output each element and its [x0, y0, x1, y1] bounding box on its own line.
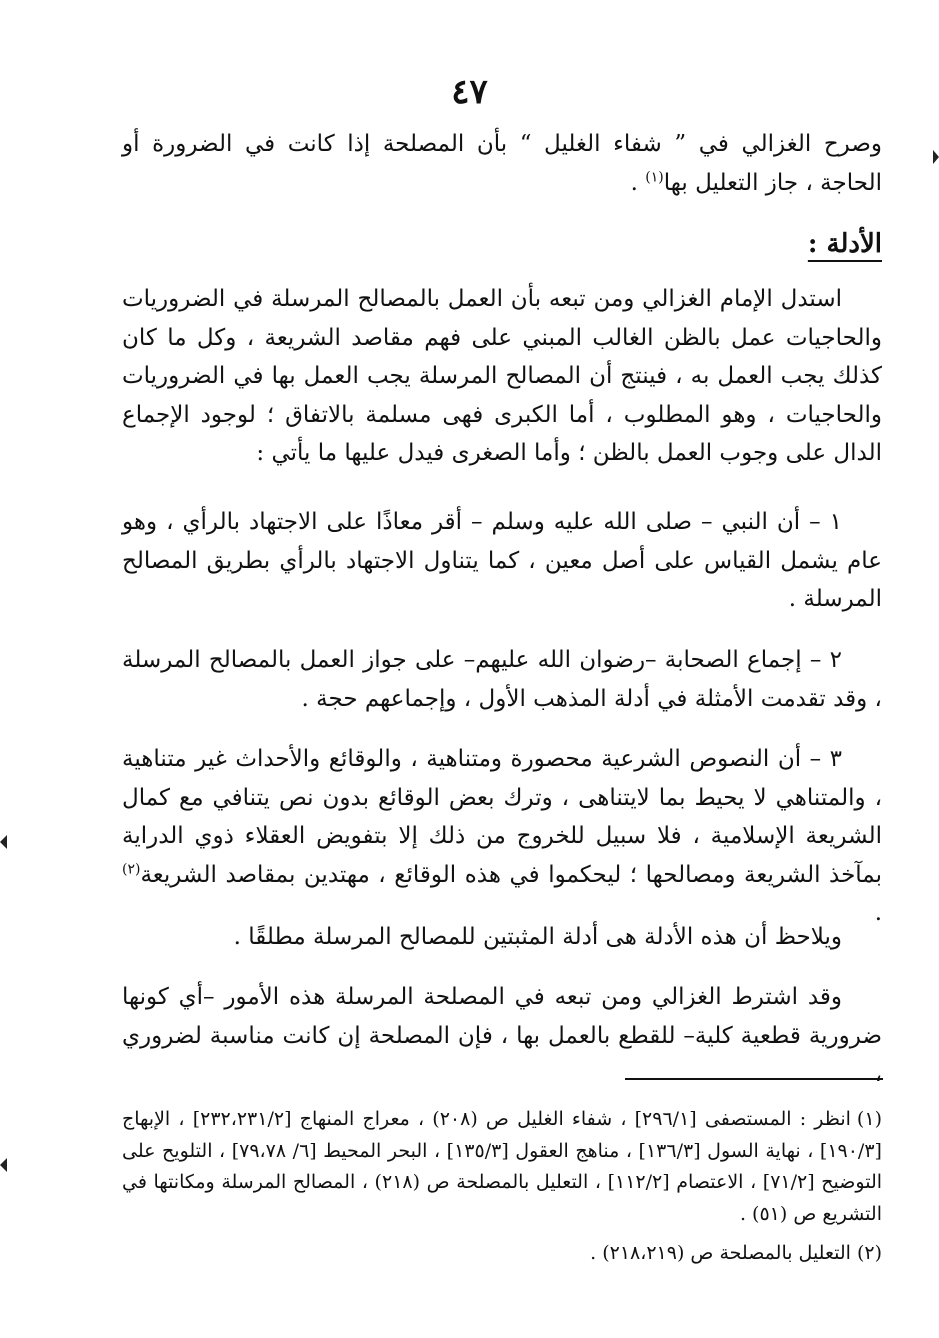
footnotes [122, 1104, 882, 1270]
margin-mark-icon [933, 150, 939, 164]
evidence-item-3-text: ٣ – أن النصوص الشرعية محصورة ومتناهية ، والوقائع والأحداث غير متناهية ، والمتناهي لا يحيط بما لايتناهى ، وترك بعض الوقائع بدون نص يتنافي مع كمال الشريعة الإسلامية ، فلا سبيل للخروج من ذلك إلا بتفويض العقلاء ذوي الدراية بمآخذ الشريعة ومصالحها ؛ ليحكموا في هذه الوقائع ، مهتدين بمقاصد الشريعة [122, 746, 882, 888]
intro-paragraph [122, 125, 882, 202]
intro-paragraph-end: . [630, 169, 646, 196]
footnote-ref-2[interactable]: (٢) [122, 860, 141, 877]
evidence-item-3-end: . [874, 900, 882, 926]
page-number: ٤٧ [451, 72, 488, 112]
margin-mark-icon [0, 835, 7, 849]
footnote-number: (٢) [856, 1242, 882, 1264]
intro-paragraph-text: وصرح الغزالي في ” شفاء الغليل “ بأن المصلحة إذا كانت في الضرورة أو الحاجة ، جاز التعليل بها [122, 131, 882, 196]
footnote-2 [122, 1238, 882, 1270]
footnote-ref-1[interactable]: (١) [645, 168, 664, 185]
conditions-paragraph: وقد اشترط الغزالي ومن تبعه في المصلحة المرسلة هذه الأمور –أي كونها ضرورية قطعية كلية– للقطع بالعمل بها ، فإن المصلحة إن كانت مناسبة لضروري ، [122, 984, 882, 1087]
footnote-number: (١) [856, 1108, 882, 1130]
argument-paragraph: استدل الإمام الغزالي ومن تبعه بأن العمل بالمصالح المرسلة في الضروريات والحاجيات عمل بالظن الغالب المبني على فهم مقاصد الشريعة ، وكل ما كان كذلك يجب العمل به ، فينتج أن المصالح المرسلة يجب العمل بها في الضروريات والحاجيات ، وهو المطلوب ، أما الكبرى فهى مسلمة بالاتفاق ؛ لوجود الإجماع الدال على وجوب العمل بالظن ؛ وأما الصغرى فيدل عليها ما يأتي : [122, 286, 882, 466]
observation-paragraph: ويلاحظ أن هذه الأدلة هى أدلة المثبتين للمصالح المرسلة مطلقًا . [233, 924, 842, 950]
footnote-divider [625, 1078, 883, 1080]
evidence-item-1: ١ – أن النبي – صلى الله عليه وسلم – أقر معاذًا على الاجتهاد بالرأي ، وهو عام يشمل القياس على أصل معين ، كما يتناول الاجتهاد بالرأي بطريق المصالح المرسلة . [122, 509, 882, 612]
evidence-item-2: ٢ – إجماع الصحابة –رضوان الله عليهم– على جواز العمل بالمصالح المرسلة ، وقد تقدمت الأمثلة في أدلة المذهب الأول ، وإجماعهم حجة . [122, 647, 882, 712]
margin-mark-icon [0, 1158, 7, 1172]
evidence-item-3 [122, 740, 882, 933]
footnote-text: التعليل بالمصلحة ص (٢١٨،٢١٩) . [590, 1242, 851, 1264]
footnote-1 [122, 1104, 882, 1230]
section-heading: الأدلة : [807, 229, 882, 259]
footnote-text: انظر : المستصفى [٢٩٦/١] ، شفاء الغليل ص (٢٠٨) ، معراج المنهاج [٢٣٢،٢٣١/٢] ، الإبهاج [١٩٠/٣] ، نهاية السول [١٣٦/٣] ، مناهج العقول [١٣٥/٣] ، البحر المحيط [٦/ ٧٩،٧٨] ، التلويح على التوضيح [٧١/٢] ، الاعتصام [١١٢/٢] ، التعليل بالمصلحة ص (٢١٨) ، المصالح المرسلة ومكانتها في التشريع ص (٥١) . [122, 1108, 883, 1225]
